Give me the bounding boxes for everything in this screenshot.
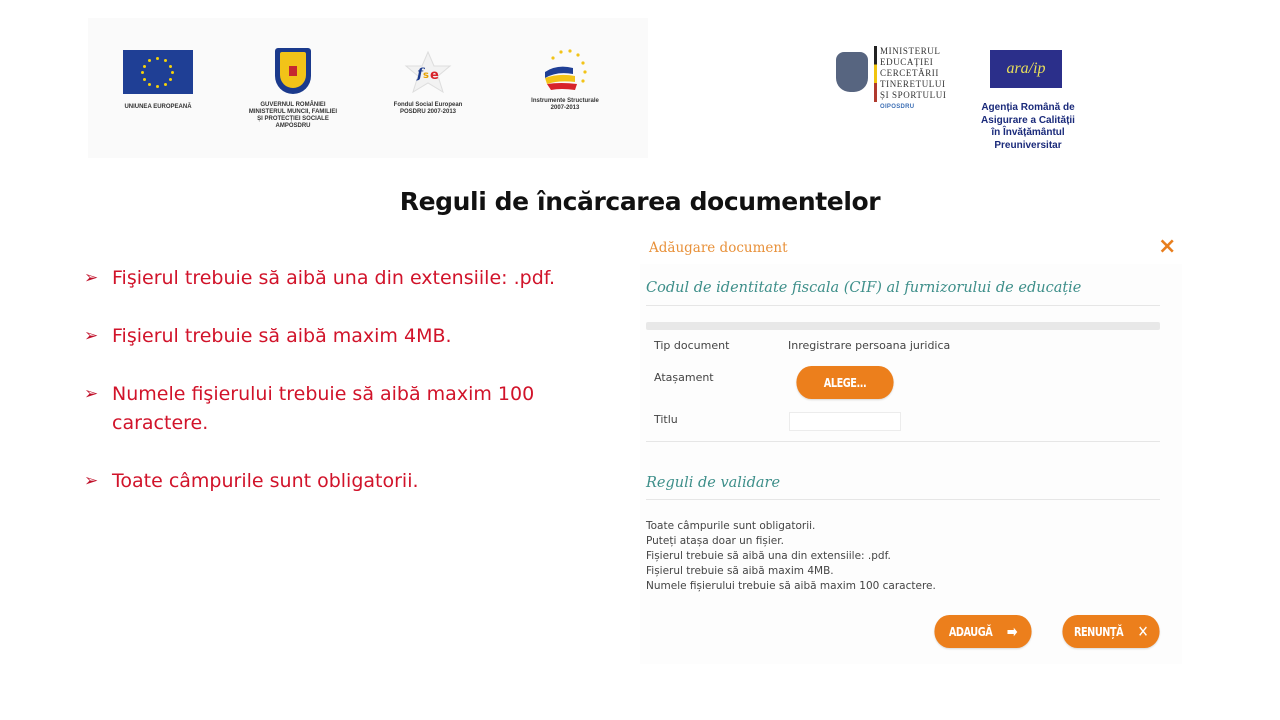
- titlu-input[interactable]: [789, 412, 901, 431]
- validation-rule: Toate câmpurile sunt obligatorii.: [646, 520, 816, 532]
- ministry-eagle-icon: [836, 52, 868, 92]
- divider: [646, 499, 1160, 500]
- arrow-bullet-icon: ➢: [84, 326, 99, 346]
- page-title: Reguli de încărcarea documentelor: [399, 187, 881, 216]
- close-icon[interactable]: ×: [1158, 234, 1177, 259]
- validation-rules-list: [646, 519, 936, 594]
- fse-logo: f s e Fondul Social European POSDRU 2007-2013: [386, 50, 470, 116]
- upload-rules-list: [84, 264, 604, 525]
- instrumente-structurale-logo: Instrumente Structurale 2007-2013: [520, 46, 610, 112]
- cancel-button[interactable]: [1062, 615, 1159, 648]
- dialog-title: Adăugare document: [649, 240, 788, 256]
- divider: [646, 305, 1160, 306]
- ministry-aracip-logos: [830, 40, 1090, 160]
- svg-text:s: s: [423, 70, 429, 81]
- eu-logo: [122, 50, 194, 111]
- aracip-logo: ara/ip: [990, 50, 1062, 88]
- arrow-bullet-icon: ➢: [84, 384, 99, 404]
- arrow-right-icon: ➡: [1006, 622, 1018, 641]
- structural-instruments-icon: [539, 46, 591, 96]
- add-button[interactable]: [934, 615, 1031, 648]
- eu-caption: UNIUNEA EUROPEANĂ: [124, 104, 192, 110]
- rule-bullet: ➢ Numele fişierului trebuie să aibă maxim 100 caractere.: [84, 380, 604, 438]
- validation-rules-heading: Reguli de validare: [646, 475, 781, 491]
- titlu-label: Titlu: [654, 413, 678, 426]
- aracip-caption: Agenția Română de Asigurare a Calității în Învățământul Preuniversitar: [981, 102, 1075, 151]
- oiposdru-label: OIPOSDRU: [880, 104, 915, 110]
- coat-of-arms-icon: [275, 48, 311, 94]
- arrow-bullet-icon: ➢: [84, 471, 99, 491]
- add-document-dialog: [640, 232, 1182, 664]
- ministry-logo: MINISTERUL EDUCAȚIEI CERCETĂRII TINERETULUI ȘI SPORTULUI OIPOSDRU: [830, 40, 945, 120]
- government-logo: GUVERNUL ROMÂNIEI MINISTERUL MUNCII, FAMILIEI ȘI PROTECȚIEI SOCIALE AMPOSDRU: [238, 48, 348, 130]
- cancel-button-label: RENUNȚĂ: [1073, 624, 1124, 639]
- eu-flag-icon: [123, 50, 193, 94]
- rule-bullet: ➢ Fişierul trebuie să aibă una din extensiile: .pdf.: [84, 264, 604, 293]
- tip-document-label: Tip document: [654, 339, 730, 352]
- arrow-bullet-icon: ➢: [84, 268, 99, 288]
- dialog-header: [640, 232, 1182, 264]
- rule-bullet: ➢ Toate câmpurile sunt obligatorii.: [84, 467, 604, 496]
- validation-rule: Puteți atașa doar un fișier.: [646, 535, 784, 547]
- atasament-label: Atașament: [654, 371, 714, 384]
- fse-star-icon: [402, 50, 454, 94]
- close-icon: ✕: [1137, 622, 1149, 641]
- progress-bar: [646, 322, 1160, 330]
- tricolor-bar: [874, 46, 877, 102]
- validation-rule: Numele fișierului trebuie să aibă maxim 100 caractere.: [646, 580, 936, 592]
- tip-document-value: Inregistrare persoana juridica: [788, 339, 951, 352]
- add-button-label: ADAUGĂ: [948, 624, 993, 639]
- validation-rule: Fișierul trebuie să aibă una din extensiile: .pdf.: [646, 550, 891, 562]
- partner-logos-banner: [88, 18, 648, 158]
- cif-section-heading: Codul de identitate fiscala (CIF) al furnizorului de educație: [646, 280, 1082, 296]
- svg-text:f: f: [417, 66, 424, 82]
- svg-text:e: e: [430, 68, 439, 83]
- rule-bullet: ➢ Fişierul trebuie să aibă maxim 4MB.: [84, 322, 604, 351]
- choose-file-button[interactable]: ALEGE...: [796, 366, 893, 399]
- divider: [646, 441, 1160, 442]
- validation-rule: Fișierul trebuie să aibă maxim 4MB.: [646, 565, 834, 577]
